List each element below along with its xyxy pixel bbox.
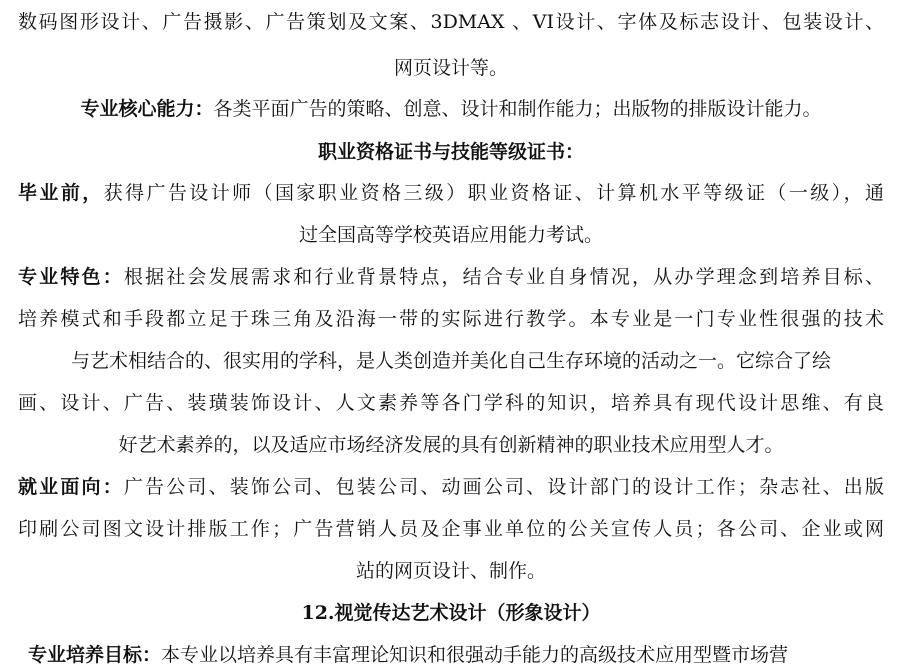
section-label-training-goal: 专业培养目标：	[28, 644, 162, 666]
section-text: 本专业以培养具有丰富理论知识和很强动手能力的高级技术应用型暨市场营	[161, 644, 789, 666]
text-line	[18, 265, 884, 289]
section-label-features: 专业特色：	[18, 266, 124, 288]
text-line	[28, 643, 884, 667]
text-line: 网页设计等。	[393, 57, 508, 79]
section-label-before-graduation: 毕业前，	[18, 182, 104, 204]
section-label-core-ability: 专业核心能力：	[80, 98, 214, 120]
text-line: 站的网页设计、制作。	[355, 560, 546, 582]
text-line: 数码图形设计、广告摄影、广告策划及文案、3DMAX 、VI设计、字体及标志设计、包装设计、	[18, 11, 884, 33]
section-heading-certificates: 职业资格证书与技能等级证书：	[317, 141, 584, 163]
section-text: 各类平面广告的策略、创意、设计和制作能力；出版物的排版设计能力。	[213, 98, 822, 120]
section-heading-visual-design: 12.视觉传达艺术设计（形象设计）	[301, 602, 601, 624]
text-line: 好艺术素养的，以及适应市场经济发展的具有创新精神的职业技术应用型人才。	[118, 434, 784, 456]
section-label-employment: 就业面向：	[18, 476, 124, 498]
section-text: 根据社会发展需求和行业背景特点，结合专业自身情况，从办学理念到培养目标、	[123, 266, 884, 288]
text-line	[18, 97, 884, 121]
section-text: 获得广告设计师（国家职业资格三级）职业资格证、计算机水平等级证（一级），通	[103, 182, 884, 204]
text-line: 与艺术相结合的、很实用的学科，是人类创造并美化自己生存环境的活动之一。它综合了绘	[70, 350, 831, 372]
text-line: 印刷公司图文设计排版工作；广告营销人员及企事业单位的公关宣传人员；各公司、企业或网	[18, 518, 884, 540]
text-line	[18, 475, 884, 499]
section-text: 广告公司、装饰公司、包装公司、动画公司、设计部门的设计工作；杂志社、出版	[123, 476, 884, 498]
text-line: 培养模式和手段都立足于珠三角及沿海一带的实际进行教学。本专业是一门专业性很强的技术	[18, 308, 884, 330]
text-line: 过全国高等学校英语应用能力考试。	[298, 224, 603, 246]
text-line	[18, 181, 884, 205]
text-line: 画、设计、广告、装璜装饰设计、人文素养等各门学科的知识，培养具有现代设计思维、有良	[18, 392, 884, 414]
